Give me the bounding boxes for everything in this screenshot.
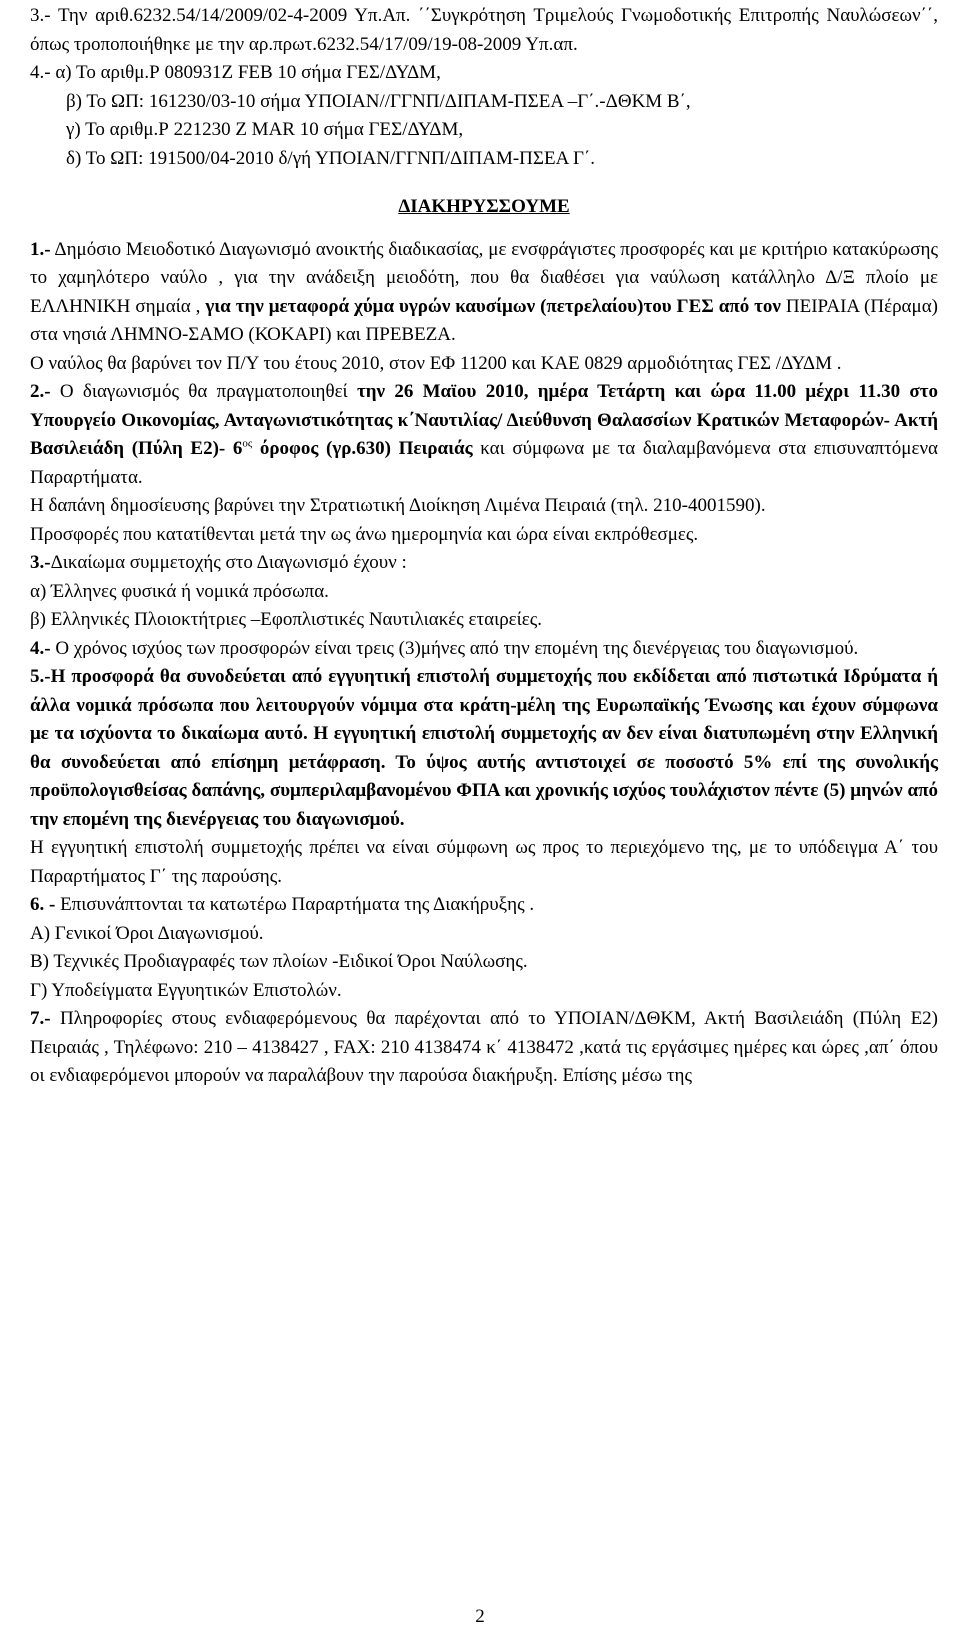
- section-3-number: 3.-: [30, 552, 51, 573]
- section-6: [30, 891, 938, 920]
- section-2-ordinal: ος: [242, 437, 253, 450]
- section-4-number: 4.-: [30, 637, 51, 659]
- section-3: [30, 549, 938, 578]
- section-6-number: 6. -: [30, 894, 56, 915]
- section-3-text: Δικαίωμα συμμετοχής στο Διαγωνισμό έχουν :: [50, 552, 407, 573]
- section-5-text: 5.-Η προσφορά θα συνοδεύεται από εγγυητική επιστολή συμμετοχής που εκδίδεται από πιστωτικά Ιδρύματα ή άλλα νομικά πρόσωπα που λειτουργούν νόμιμα στα κράτη-μέλη της Ευρωπαϊκής Ένωσης και έχουν σύμφωνα με τα ισχύοντα το δικαίωμα αυτό. Η εγγυητική επιστολή συμμετοχής αν δεν είναι διατυπωμένη στην Ελληνική θα συνοδεύεται από επίσημη μετάφραση. Το ύψος αυτής αντιστοιχεί σε ποσοστό 5% επί της συνολικής προϋπολογισθείσας δαπάνης, συμπεριλαμβανομένου ΦΠΑ και χρονικής ισχύος τουλάχιστον πέντε (5) μηνών από την επομένη της διενέργειας του διαγωνισμού.: [30, 666, 938, 830]
- section-4: [30, 635, 938, 664]
- annex-item-a: Α) Γενικοί Όροι Διαγωνισμού.: [30, 922, 264, 944]
- section-5-guarantee-form: Η εγγυητική επιστολή συμμετοχής πρέπει να είναι σύμφωνη ως προς το περιεχόμενο της, με το υπόδειγμα Α΄ του Παραρτήματος Γ΄ της παρούσης.: [30, 837, 938, 887]
- section-2: [30, 378, 938, 492]
- section-7-text: Πληροφορίες στους ενδιαφερόμενους θα παρέχονται από το ΥΠΟΙΑΝ/ΔΘΚΜ, Ακτή Βασιλειάδη (Πύλη Ε2) Πειραιάς , Τηλέφωνο: 210 – 4138427 , FAX: 210 4138474 κ΄ 4138472 ,κατά τις εργάσιμες ημέρες και ώρες ,απ΄ όπου οι ενδιαφερόμενοι μπορούν να παραλάβουν την παρούσα διακήρυξη. Επίσης μέσω της: [30, 1008, 938, 1086]
- header-item-4a: 4.- α) Το αριθμ.Ρ 080931Ζ FEB 10 σήμα ΓΕΣ/ΔΥΔΜ,: [30, 62, 441, 83]
- section-2-number: 2.-: [30, 381, 51, 402]
- section-2-floor: όροφος (γρ.630) Πειραιάς: [252, 438, 473, 459]
- section-3-item-a: α) Έλληνες φυσικά ή νομικά πρόσωπα.: [30, 580, 329, 602]
- header-item-4c: γ) Το αριθμ.Ρ 221230 Ζ MAR 10 σήμα ΓΕΣ/ΔΥΔΜ,: [66, 119, 464, 140]
- section-1-bold-text: για την μεταφορά χύμα υγρών καυσίμων (πετρελαίου)του ΓΕΣ από τον: [200, 295, 781, 317]
- document-body: [30, 2, 938, 1091]
- section-2-late-offers: Προσφορές που κατατίθενται μετά την ως άνω ημερομηνία και ώρα είναι εκπρόθεσμες.: [30, 523, 699, 545]
- annex-item-c: Γ) Υποδείγματα Εγγυητικών Επιστολών.: [30, 979, 342, 1001]
- section-7-number: 7.-: [30, 1008, 51, 1029]
- section-1-text: Δημόσιο Μειοδοτικό Διαγωνισμό ανοικτής διαδικασίας, με ενσφράγιστες προσφορές και με κριτήριο κατακύρωσης το χαμηλότερο ναύλο , για την ανάδειξη μειοδότη, που θα διαθέσει για ναύλωση κατάλληλο Δ/Ξ πλοίο με ΕΛΛΗΝΙΚΗ σημαία ,: [30, 238, 938, 317]
- header-item-3: 3.- Την αριθ.6232.54/14/2009/02-4-2009 Υπ.Απ. ΄΄Συγκρότηση Τριμελούς Γνωμοδοτικής Επιτροπής Ναυλώσεων΄΄, όπως τροποποιήθηκε με την αρ.πρωτ.6232.54/17/09/19-08-2009 Υπ.απ.: [30, 5, 938, 55]
- section-4-text: Ο χρόνος ισχύος των προσφορών είναι τρεις (3)μήνες από την επομένη της διενέργειας του διαγωνισμού.: [50, 637, 859, 659]
- section-3-item-b: β) Ελληνικές Πλοιοκτήτριες –Εφοπλιστικές Ναυτιλιακές εταιρείες.: [30, 609, 543, 630]
- section-5: [30, 663, 938, 834]
- header-item-4b: β) Το ΩΠ: 161230/03-10 σήμα ΥΠΟΙΑΝ//ΓΓΝΠ/ΔΙΠΑΜ-ΠΣΕΑ –Γ΄.-ΔΘΚΜ Β΄,: [66, 90, 691, 112]
- section-1: [30, 236, 938, 350]
- page-number: 2: [475, 1606, 485, 1627]
- section-1-freight-cost: Ο ναύλος θα βαρύνει τον Π/Υ του έτους 2010, στον ΕΦ 11200 και ΚΑΕ 0829 αρμοδιότητας ΓΕΣ /ΔΥΔΜ .: [30, 352, 842, 374]
- annex-item-b: Β) Τεχνικές Προδιαγραφές των πλοίων -Ειδικοί Όροι Ναύλωσης.: [30, 951, 528, 972]
- heading-diakiryssoume: ΔΙΑΚΗΡΥΣΣΟΥΜΕ: [398, 196, 570, 217]
- section-2-date-place: την 26 Μαϊου 2010, ημέρα Τετάρτη και ώρα 11.00 μέχρι 11.30 στο Υπουργείο Οικονομίας, Ανταγωνιστικότητας κ΄Ναυτιλίας/ Διεύθυνση Θαλασσίων Κρατικών Μεταφορών- Ακτή Βασιλειάδη (Πύλη Ε2)- 6: [30, 381, 939, 459]
- section-1-number: 1.-: [30, 238, 51, 260]
- section-1-destinations: ΠΕΙΡΑΙΑ (Πέραμα) στα νησιά ΛΗΜΝΟ-ΣΑΜΟ (ΚΟΚΑΡΙ) και ΠΡΕΒΕΖΑ.: [30, 295, 938, 345]
- header-item-4d: δ) Το ΩΠ: 191500/04-2010 δ/γή ΥΠΟΙΑΝ/ΓΓΝΠ/ΔΙΠΑΜ-ΠΣΕΑ Γ΄.: [66, 147, 596, 169]
- section-2-publication-cost: Η δαπάνη δημοσίευσης βαρύνει την Στρατιωτική Διοίκηση Λιμένα Πειραιά (τηλ. 210-4001590).: [30, 495, 766, 516]
- section-6-text: Επισυνάπτονται τα κατωτέρω Παραρτήματα της Διακήρυξης .: [55, 894, 535, 915]
- section-7: [30, 1005, 938, 1091]
- section-2-text: Ο διαγωνισμός θα πραγματοποιηθεί: [50, 381, 357, 402]
- section-2-annexes: και σύμφωνα με τα διαλαμβανόμενα στα επισυναπτόμενα Παραρτήματα.: [30, 438, 938, 488]
